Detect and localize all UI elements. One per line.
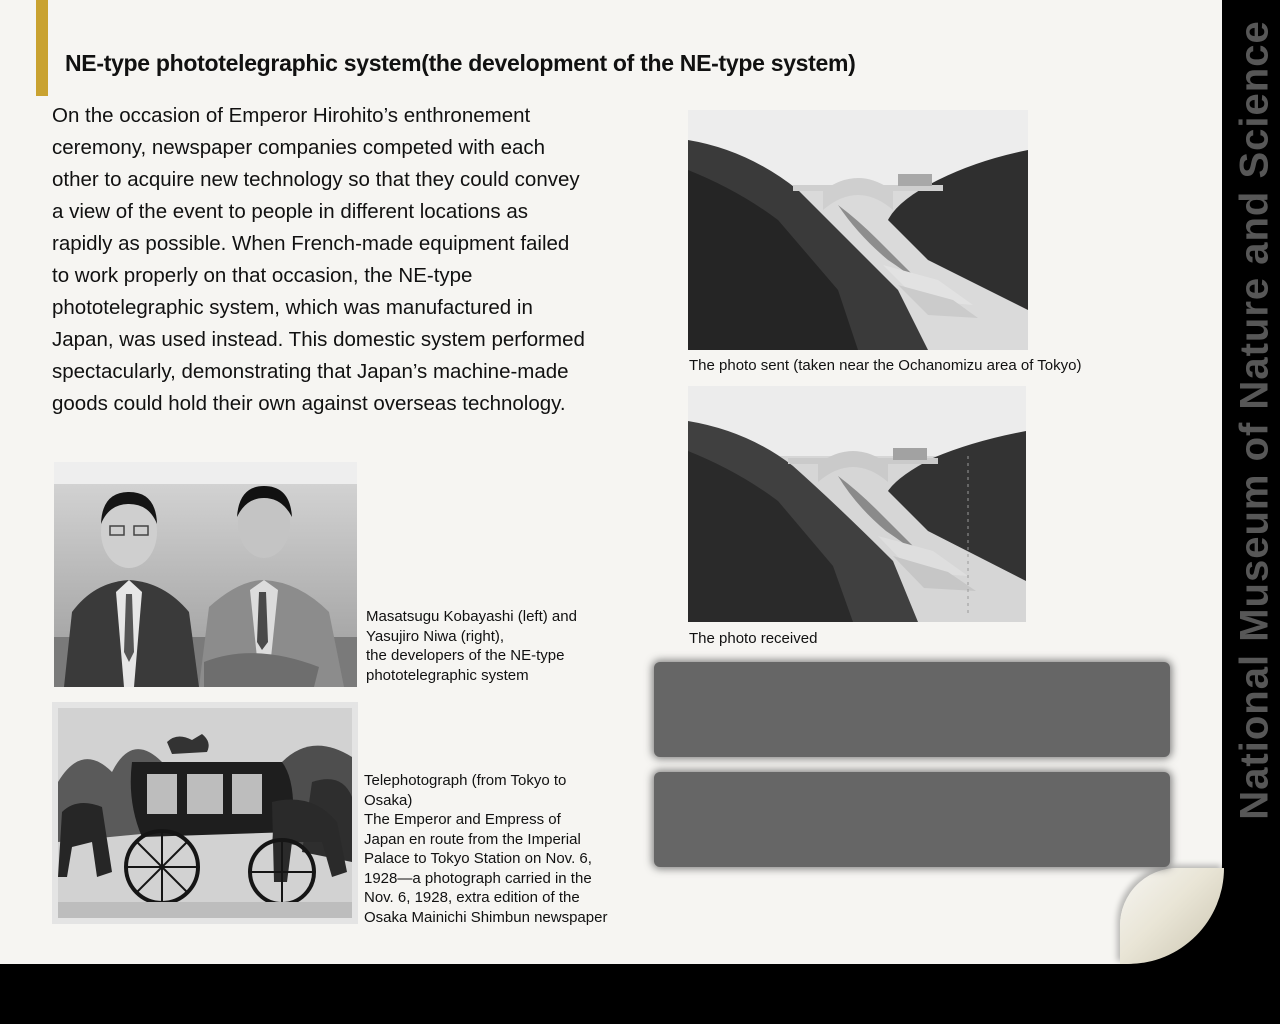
photo-sent-caption: The photo sent (taken near the Ochanomizu area of Tokyo) [689,357,1082,374]
caption-line: Palace to Tokyo Station on Nov. 6, [364,850,592,867]
caption-line: phototelegraphic system [366,666,529,684]
caption-line: Yasujiro Niwa (right), [366,627,505,645]
placeholder-box [654,772,1170,867]
caption-line: Osaka) [364,791,413,809]
photo-sent [688,110,1028,350]
page-title: NE-type phototelegraphic system(the development of the NE-type system) [65,50,856,76]
photo-received [688,386,1026,622]
developers-caption [366,607,626,685]
caption-line: Nov. 6, 1928, extra edition of the [364,889,580,906]
carriage-photo [52,702,358,924]
caption-line: the developers of the NE-type [366,647,565,664]
caption-line: Osaka Mainichi Shimbun newspaper [364,908,608,926]
photo-received-caption: The photo received [689,630,818,647]
caption-line: Telephotograph (from Tokyo to [364,772,567,789]
placeholder-box [654,662,1170,757]
caption-line: Japan en route from the Imperial [364,830,581,848]
museum-name-text: National Museum of Nature and Science [1232,20,1277,820]
intro-text [52,100,592,420]
carriage-caption [364,771,644,927]
museum-name-vertical [1230,0,1280,840]
caption-line: The Emperor and Empress of [364,811,561,828]
title-accent-bar [36,0,48,96]
intro-paragraph: On the occasion of Emperor Hirohito’s enthronement ceremony, newspaper companies competed with each other to acquire new technology so that they could convey a view of the event to people in different locations as rapidly as possible. When French-made equipment failed to work properly on that occasion, the NE-type phototelegraphic system, which was manufactured in Japan, was used instead. This domestic system performed spectacularly, demonstrating that Japan’s machine-made goods could hold their own against overseas technology. [52,104,585,415]
caption-line: 1928—a photograph carried in the [364,869,592,887]
caption-line: Masatsugu Kobayashi (left) and [366,608,577,625]
developers-photo [54,462,357,687]
